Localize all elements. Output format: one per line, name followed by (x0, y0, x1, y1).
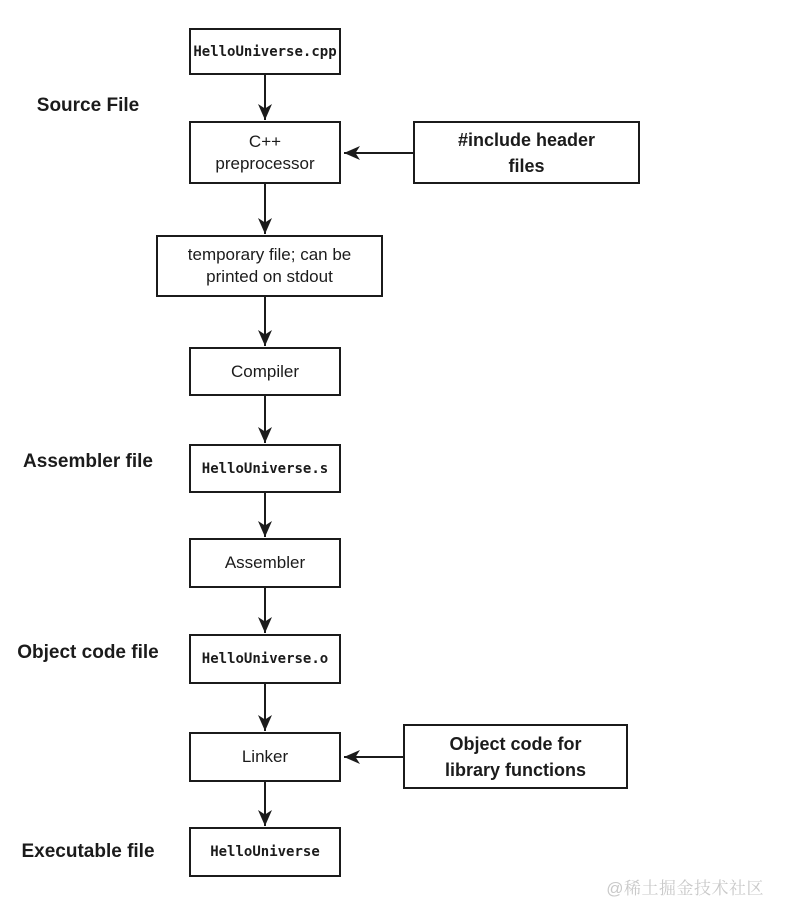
assembly-file-label: HelloUniverse.s (201, 460, 329, 477)
side-label-assembler-file (8, 450, 168, 473)
executable-file-label: HelloUniverse (210, 844, 320, 860)
object-code-stage-line1: Object code (17, 642, 126, 663)
library-objects-line2: library functions (444, 759, 587, 780)
temp-file-label-line2: printed on stdout (206, 267, 333, 286)
box-linker (189, 732, 341, 782)
linker-label: Linker (241, 747, 289, 766)
executable-stage-line2: file (127, 841, 155, 862)
side-label-executable-file (8, 840, 168, 863)
box-executable-file (189, 827, 341, 877)
box-include-headers (413, 121, 640, 184)
box-temp-file (156, 235, 383, 297)
assembler-label: Assembler (224, 553, 306, 572)
box-assembler (189, 538, 341, 588)
object-code-stage-line2: file (131, 642, 159, 663)
include-headers-line2: files (508, 155, 545, 176)
include-headers-line1: #include header (457, 129, 596, 150)
box-library-objects (403, 724, 628, 789)
object-file-label: HelloUniverse.o (201, 651, 329, 667)
source-file-stage-label: Source File (36, 95, 140, 116)
temp-file-label-line1: temporary file; can be (187, 245, 352, 264)
source-file-label: HelloUniverse.cpp (193, 43, 337, 60)
box-object-file (189, 634, 341, 684)
preprocessor-label-line2: preprocessor (215, 153, 315, 173)
assembler-file-stage-line1: Assembler (23, 451, 121, 472)
box-source-file (189, 28, 341, 75)
side-label-source-file (8, 94, 168, 117)
compiler-label: Compiler (230, 361, 300, 381)
box-compiler (189, 347, 341, 396)
executable-stage-line1: Executable (21, 841, 122, 862)
box-preprocessor (189, 121, 341, 184)
library-objects-line1: Object code for (449, 733, 582, 754)
side-label-object-code-file (8, 641, 168, 664)
assembler-file-stage-line2: file (125, 451, 153, 472)
box-assembly-file (189, 444, 341, 493)
preprocessor-label-line1: C++ (248, 131, 282, 151)
watermark: @稀土掘金技术社区 (606, 879, 764, 898)
